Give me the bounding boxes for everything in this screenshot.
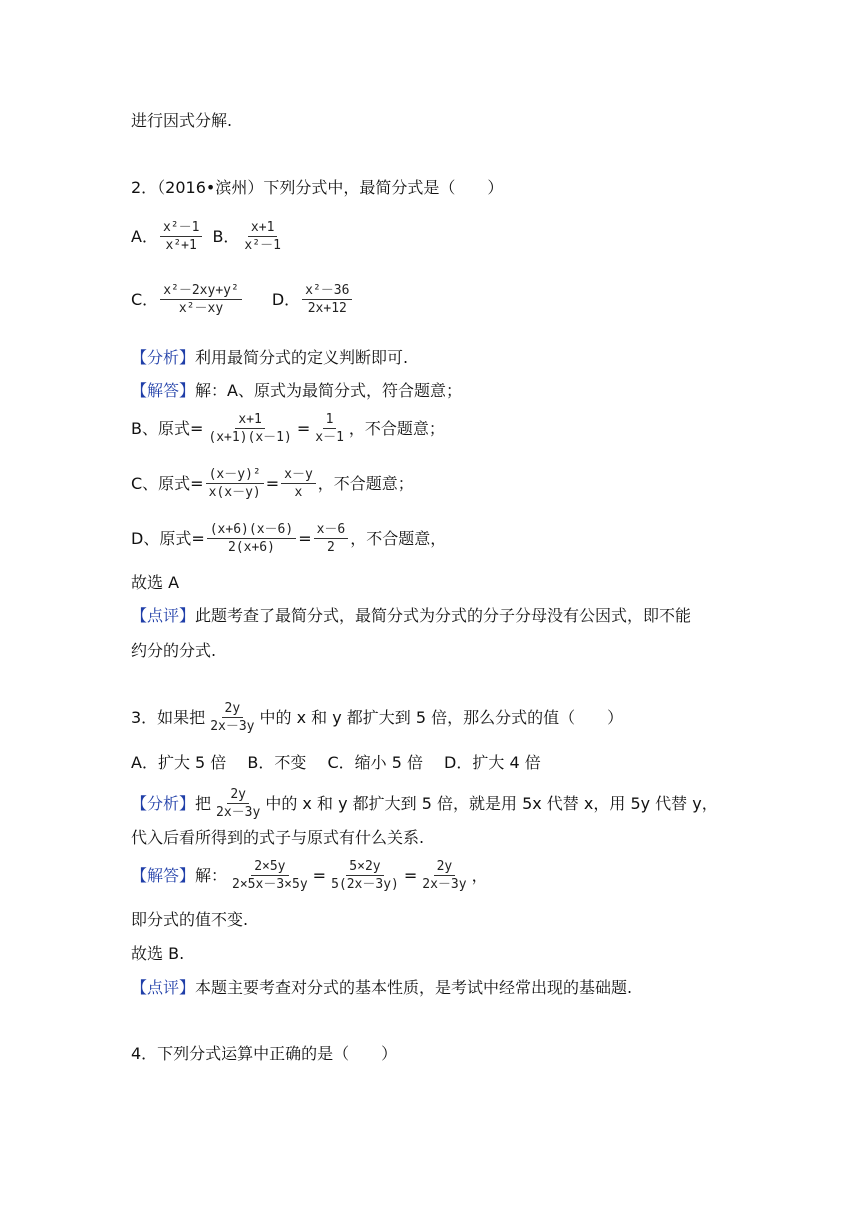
q2-opt-a-label: A． [131, 226, 158, 246]
answer-suffix: ， [471, 865, 488, 885]
q3-choice [131, 946, 820, 962]
q3-analysis [131, 788, 820, 819]
fraction-denominator: (x+1)(x－1) [208, 430, 292, 445]
q3-answer [131, 860, 820, 891]
fraction-numerator: x²－1 [160, 221, 202, 237]
q2-opt-b-fraction [241, 221, 283, 252]
equals-sign: = [265, 473, 280, 493]
analysis-tag: 【分析】 [131, 793, 196, 813]
answer-d-fraction-1 [207, 523, 296, 554]
q3-stem-prefix: 3．如果把 [131, 707, 206, 727]
analysis-fraction [213, 788, 263, 819]
fraction-numerator: x－y [281, 468, 316, 484]
q2-answer-d [131, 523, 820, 554]
equals-sign: = [403, 865, 418, 885]
fraction-denominator: 2x+12 [307, 301, 347, 316]
analysis-text-cont: 代入后看所得到的式子与原式有什么关系. [131, 828, 425, 847]
q2-opt-d-fraction [302, 284, 352, 315]
answer-fraction-1 [229, 860, 311, 891]
q2-opt-c-label: C． [131, 289, 159, 309]
q2-choice [131, 575, 820, 591]
fraction-denominator: x(x－y) [208, 485, 261, 500]
fraction-numerator: 2×5y [251, 860, 288, 876]
fraction-denominator: x²+1 [165, 238, 197, 253]
q3-analysis-cont [131, 830, 820, 846]
answer-d-fraction-2 [314, 523, 349, 554]
answer-c-prefix: C、原式= [131, 473, 204, 493]
q3-options-text: A．扩大 5 倍 B．不变 C．缩小 5 倍 D．扩大 4 倍 [131, 753, 541, 772]
comment-text: 此题考查了最简分式，最简分式为分式的分子分母没有公因式，即不能 [195, 606, 692, 625]
answer-c-fraction-1 [206, 468, 264, 499]
answer-tag: 【解答】 [131, 381, 196, 400]
fraction-denominator: x [294, 485, 303, 500]
answer-fraction-2 [328, 860, 402, 891]
comment-tag: 【点评】 [131, 978, 196, 997]
q2-answer-c [131, 468, 820, 499]
answer-prefix: 解： [195, 865, 228, 885]
comment-tag: 【点评】 [131, 606, 196, 625]
q2-stem [131, 180, 820, 196]
fraction-numerator: 5×2y [346, 860, 383, 876]
analysis-text: 利用最简分式的定义判断即可. [195, 348, 409, 367]
fraction-numerator: x+1 [248, 221, 277, 237]
choice-text: 故选 A [131, 573, 180, 592]
q3-comment [131, 980, 820, 996]
intro-line [131, 113, 820, 129]
fraction-denominator: 2(x+6) [227, 540, 275, 555]
fraction-numerator: x+1 [235, 413, 264, 429]
choice-text: 故选 B. [131, 944, 185, 963]
comment-text-cont: 约分的分式. [131, 641, 217, 660]
fraction-numerator: (x+6)(x－6) [207, 523, 296, 539]
answer-c-fraction-2 [281, 468, 316, 499]
fraction-numerator: 2y [222, 702, 244, 718]
equals-sign: = [298, 528, 312, 548]
fraction-numerator: x²－36 [302, 284, 352, 300]
fraction-denominator: x²－xy [178, 301, 224, 316]
equals-sign: = [296, 418, 311, 438]
q4-stem [131, 1046, 820, 1062]
fraction-numerator: 2y [227, 788, 249, 804]
fraction-denominator: 2×5x－3×5y [232, 877, 308, 892]
answer-d-prefix: D、原式= [131, 528, 205, 548]
answer-text: 解：A、原式为最简分式，符合题意； [195, 381, 462, 400]
q2-comment-cont [131, 643, 820, 659]
q2-comment [131, 608, 820, 624]
answer-fraction-3 [419, 860, 469, 891]
fraction-numerator: x²－2xy+y² [160, 284, 242, 300]
q3-options [131, 755, 820, 771]
fraction-denominator: 2x－3y [422, 877, 467, 892]
analysis-tag: 【分析】 [131, 348, 196, 367]
q2-answer [131, 383, 820, 399]
fraction-numerator: (x－y)² [206, 468, 264, 484]
fraction-denominator: 2x－3y [216, 805, 261, 820]
answer-b-fraction-2 [312, 413, 347, 444]
q2-options-ab [131, 221, 820, 252]
q2-answer-b [131, 413, 820, 444]
q2-opt-a-fraction [160, 221, 202, 252]
equals-sign: = [312, 865, 327, 885]
fraction-denominator: 5(2x－3y) [331, 877, 399, 892]
fraction-denominator: x²－1 [244, 238, 281, 253]
fraction-numerator: 2y [434, 860, 456, 876]
q2-opt-c-fraction [160, 284, 242, 315]
answer-b-prefix: B、原式= [131, 418, 204, 438]
q3-stem-suffix: 中的 x 和 y 都扩大到 5 倍，那么分式的值（ ） [259, 707, 624, 727]
q2-options-cd [131, 284, 820, 315]
analysis-prefix: 把 [195, 793, 212, 813]
q3-stem [131, 702, 820, 733]
q2-stem-text: 2．（2016•滨州）下列分式中，最简分式是（ ） [131, 178, 504, 197]
fraction-denominator: 2 [327, 540, 335, 555]
fraction-denominator: x－1 [315, 430, 344, 445]
q3-stem-fraction [207, 702, 257, 733]
analysis-suffix: 中的 x 和 y 都扩大到 5 倍，就是用 5x 代替 x，用 5y 代替 y， [265, 793, 718, 813]
q3-conclusion [131, 912, 820, 928]
answer-d-suffix: ，不合题意， [350, 528, 447, 548]
conclusion-text: 即分式的值不变. [131, 910, 249, 929]
answer-b-fraction-1 [205, 413, 294, 444]
comment-text: 本题主要考查对分式的基本性质，是考试中经常出现的基础题. [195, 978, 633, 997]
answer-c-suffix: ，不合题意； [317, 473, 414, 493]
fraction-numerator: 1 [323, 413, 337, 429]
fraction-numerator: x－6 [314, 523, 349, 539]
q2-analysis [131, 350, 820, 366]
q2-opt-d-label: D． [271, 289, 301, 309]
intro-text: 进行因式分解. [131, 111, 233, 130]
q4-stem-text: 4．下列分式运算中正确的是（ ） [131, 1044, 398, 1063]
answer-b-suffix: ，不合题意； [348, 418, 445, 438]
fraction-denominator: 2x－3y [210, 719, 255, 734]
q2-opt-b-label: B． [212, 226, 240, 246]
answer-tag: 【解答】 [131, 865, 196, 885]
